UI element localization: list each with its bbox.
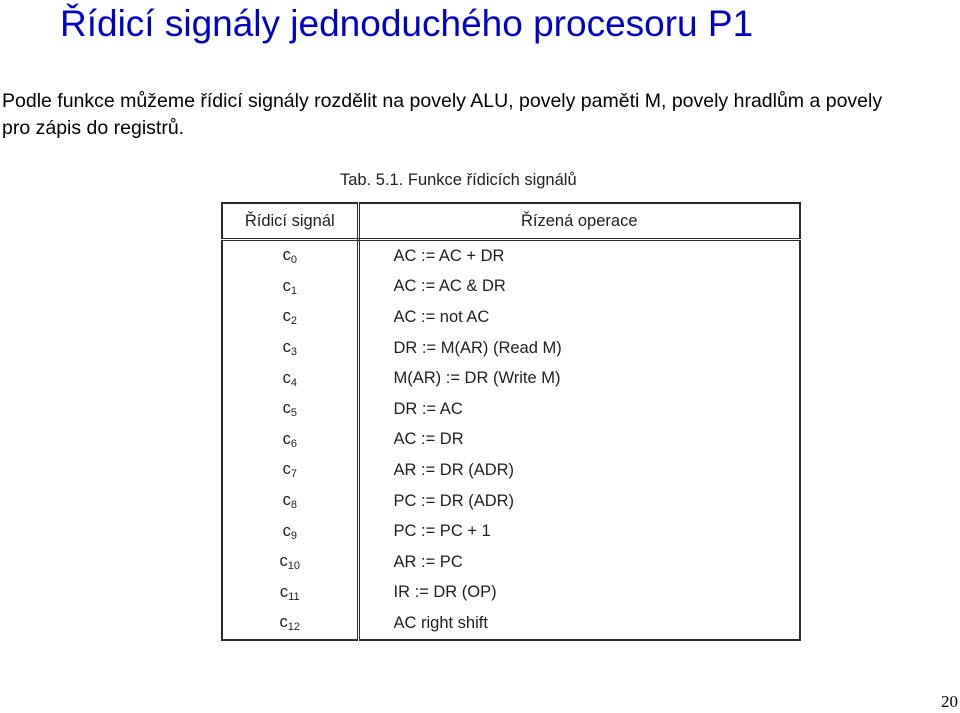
table-row: [222, 272, 800, 303]
page-number: 20: [941, 692, 958, 711]
table-row: [222, 578, 800, 609]
table-row: [222, 455, 800, 486]
signal-name: c: [282, 307, 291, 326]
table-row: [222, 333, 800, 364]
table-row: [222, 302, 800, 333]
signal-cell: [222, 516, 358, 547]
table-row: [222, 608, 800, 640]
table-row: [222, 425, 800, 456]
operation-cell: AC := AC & DR: [393, 277, 506, 296]
signal-name: c: [282, 521, 291, 540]
operation-cell: DR := M(AR) (Read M): [393, 338, 562, 357]
signal-index: 11: [288, 590, 300, 603]
operation-cell: IR := DR (OP): [393, 583, 497, 602]
slide-title: Řídicí signály jednoduchého procesoru P1: [60, 3, 754, 44]
signal-cell: [222, 486, 358, 517]
operation-cell: AR := PC: [393, 552, 463, 571]
table-row: [222, 486, 800, 517]
signal-name: c: [282, 246, 291, 265]
operation-cell: AR := DR (ADR): [393, 460, 515, 479]
table-row: [222, 516, 800, 547]
signal-cell: [222, 333, 358, 364]
operation-cell: AC right shift: [393, 613, 488, 632]
signal-name: c: [279, 552, 288, 571]
scanned-table-figure: [150, 160, 780, 680]
signal-name: c: [282, 368, 291, 387]
signal-index: 1: [290, 284, 297, 297]
signal-cell: [222, 547, 358, 578]
signal-cell: [222, 455, 358, 486]
signal-index: 8: [290, 499, 297, 512]
operation-cell: PC := PC + 1: [393, 522, 491, 541]
signal-name: c: [282, 338, 291, 357]
signal-index: 0: [290, 254, 297, 267]
table-row: [222, 394, 800, 425]
signal-index: 2: [290, 315, 297, 328]
operation-cell: AC := AC + DR: [393, 246, 505, 265]
operation-cell: AC := not AC: [393, 307, 490, 326]
signal-name: c: [282, 399, 291, 418]
signal-index: 12: [287, 621, 300, 634]
operation-cell: DR := AC: [393, 399, 463, 418]
header-control-signal: Řídicí signál: [222, 203, 358, 240]
operation-cell: PC := DR (ADR): [393, 491, 515, 510]
signal-cell: [222, 240, 358, 272]
signal-name: c: [282, 460, 291, 479]
header-controlled-operation: Řízená operace: [358, 203, 800, 240]
signal-cell: [222, 302, 358, 333]
operation-cell: AC := DR: [393, 430, 464, 449]
signal-name: c: [282, 276, 291, 295]
signal-cell: [222, 578, 358, 609]
signal-name: c: [282, 491, 291, 510]
table-caption: Tab. 5.1. Funkce řídicích signálů: [340, 171, 577, 189]
table-row: [222, 363, 800, 394]
signal-index: 3: [290, 346, 297, 359]
signal-index: 5: [290, 407, 297, 420]
signal-index: 4: [290, 376, 297, 389]
signal-index: 10: [287, 560, 300, 573]
signal-cell: [222, 608, 358, 640]
signal-index: 7: [290, 468, 297, 481]
table-row: [222, 240, 800, 272]
signal-cell: [222, 394, 358, 425]
signal-cell: [222, 272, 358, 303]
signal-name: c: [279, 582, 289, 601]
operation-cell: M(AR) := DR (Write M): [393, 369, 561, 388]
table-row: [222, 547, 800, 578]
signal-cell: [222, 425, 358, 456]
signal-name: c: [282, 429, 291, 448]
signal-name: c: [279, 613, 288, 632]
intro-paragraph: Podle funkce můžeme řídicí signály rozdělit na povely ALU, povely paměti M, povely hradlům a povely pro zápis do registrů.: [2, 90, 883, 139]
signal-index: 9: [290, 529, 297, 542]
table-header-row: [222, 203, 800, 240]
control-signal-table: [221, 202, 801, 641]
signal-cell: [222, 363, 358, 394]
signal-index: 6: [290, 437, 297, 450]
